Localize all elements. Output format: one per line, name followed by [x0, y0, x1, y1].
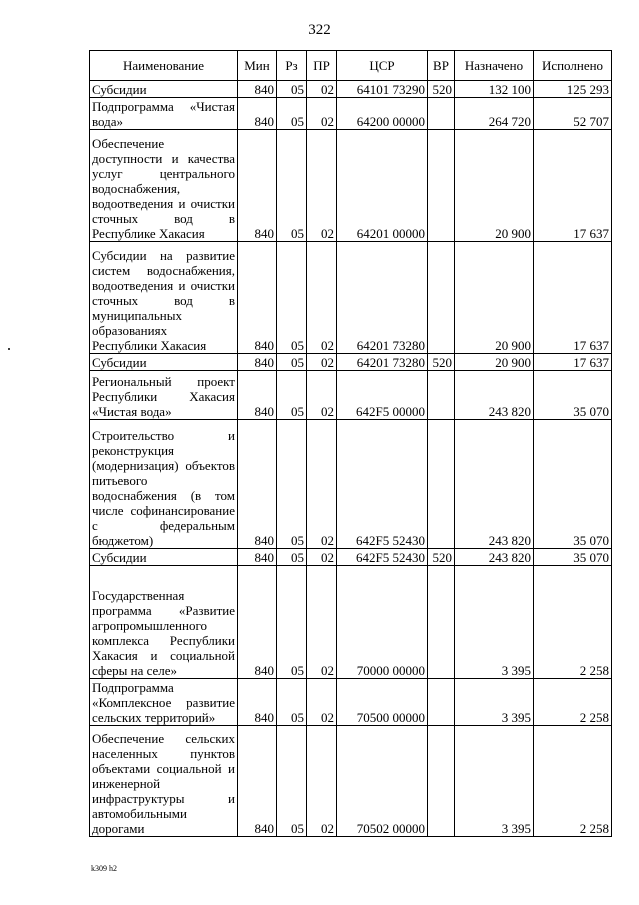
footer-code: k309 h2 — [91, 864, 117, 873]
scan-speck — [8, 348, 10, 350]
cell-executed: 17 637 — [534, 130, 612, 242]
cell-rz: 05 — [277, 420, 307, 549]
cell-pr: 02 — [307, 726, 337, 837]
cell-assigned: 20 900 — [455, 354, 534, 371]
table-row — [90, 566, 612, 679]
cell-csr: 642F5 00000 — [337, 371, 428, 420]
col-header-pr: ПР — [307, 51, 337, 81]
cell-pr: 02 — [307, 130, 337, 242]
cell-name: Субсидии — [90, 81, 238, 98]
cell-name: Подпрограмма «Чистая вода» — [90, 98, 238, 130]
cell-vr — [428, 98, 455, 130]
table-row — [90, 81, 612, 98]
cell-pr: 02 — [307, 242, 337, 354]
cell-rz: 05 — [277, 371, 307, 420]
cell-rz: 05 — [277, 566, 307, 679]
cell-min: 840 — [238, 549, 277, 566]
cell-pr: 02 — [307, 549, 337, 566]
table-row — [90, 549, 612, 566]
cell-min: 840 — [238, 371, 277, 420]
cell-executed: 35 070 — [534, 549, 612, 566]
table-row — [90, 420, 612, 549]
cell-min: 840 — [238, 566, 277, 679]
cell-executed: 2 258 — [534, 566, 612, 679]
cell-rz: 05 — [277, 726, 307, 837]
cell-vr — [428, 420, 455, 549]
cell-vr — [428, 242, 455, 354]
cell-csr: 642F5 52430 — [337, 420, 428, 549]
cell-rz: 05 — [277, 679, 307, 726]
cell-pr: 02 — [307, 81, 337, 98]
cell-assigned: 20 900 — [455, 242, 534, 354]
page-number: 322 — [308, 22, 331, 38]
cell-assigned: 243 820 — [455, 549, 534, 566]
cell-assigned: 132 100 — [455, 81, 534, 98]
cell-csr: 64201 00000 — [337, 130, 428, 242]
budget-table — [89, 50, 612, 837]
cell-pr: 02 — [307, 679, 337, 726]
cell-csr: 64200 00000 — [337, 98, 428, 130]
table-row — [90, 130, 612, 242]
cell-vr — [428, 371, 455, 420]
col-header-rz: Рз — [277, 51, 307, 81]
cell-min: 840 — [238, 130, 277, 242]
table-row — [90, 242, 612, 354]
cell-assigned: 3 395 — [455, 679, 534, 726]
cell-csr: 70500 00000 — [337, 679, 428, 726]
cell-name: Обеспечение доступности и качества услуг центрального водоснабжения, водоотведения и очистки сточных вод в Республике Хакасия — [90, 130, 238, 242]
cell-min: 840 — [238, 679, 277, 726]
col-header-name: Наименование — [90, 51, 238, 81]
cell-pr: 02 — [307, 354, 337, 371]
cell-csr: 64201 73280 — [337, 354, 428, 371]
cell-name: Государственная программа «Развитие агропромышленного комплекса Республики Хакасия и социальной сферы на селе» — [90, 566, 238, 679]
cell-csr: 70502 00000 — [337, 726, 428, 837]
cell-min: 840 — [238, 242, 277, 354]
cell-vr — [428, 679, 455, 726]
cell-min: 840 — [238, 354, 277, 371]
cell-executed: 17 637 — [534, 242, 612, 354]
cell-name: Субсидии — [90, 354, 238, 371]
header-row — [90, 51, 612, 81]
table-row — [90, 354, 612, 371]
cell-vr — [428, 726, 455, 837]
cell-pr: 02 — [307, 371, 337, 420]
cell-executed: 52 707 — [534, 98, 612, 130]
cell-vr: 520 — [428, 354, 455, 371]
cell-name: Субсидии на развитие систем водоснабжения, водоотведения и очистки сточных вод в муниципальных образованиях Республики Хакасия — [90, 242, 238, 354]
cell-rz: 05 — [277, 354, 307, 371]
cell-vr: 520 — [428, 549, 455, 566]
cell-name: Обеспечение сельских населенных пунктов объектами социальной и инженерной инфраструктуры и автомобильными дорогами — [90, 726, 238, 837]
cell-executed: 35 070 — [534, 371, 612, 420]
cell-csr: 642F5 52430 — [337, 549, 428, 566]
cell-assigned: 3 395 — [455, 566, 534, 679]
cell-executed: 17 637 — [534, 354, 612, 371]
table-row — [90, 726, 612, 837]
cell-rz: 05 — [277, 549, 307, 566]
col-header-assigned: Назначено — [455, 51, 534, 81]
cell-vr: 520 — [428, 81, 455, 98]
cell-rz: 05 — [277, 81, 307, 98]
cell-executed: 2 258 — [534, 679, 612, 726]
cell-pr: 02 — [307, 566, 337, 679]
cell-assigned: 20 900 — [455, 130, 534, 242]
table-row — [90, 679, 612, 726]
cell-name: Субсидии — [90, 549, 238, 566]
col-header-vr: ВР — [428, 51, 455, 81]
cell-assigned: 243 820 — [455, 420, 534, 549]
cell-min: 840 — [238, 98, 277, 130]
cell-pr: 02 — [307, 420, 337, 549]
cell-csr: 64101 73290 — [337, 81, 428, 98]
cell-rz: 05 — [277, 242, 307, 354]
col-header-csr: ЦСР — [337, 51, 428, 81]
cell-min: 840 — [238, 420, 277, 549]
cell-name: Региональный проект Республики Хакасия «Чистая вода» — [90, 371, 238, 420]
col-header-min: Мин — [238, 51, 277, 81]
table-row — [90, 98, 612, 130]
cell-csr: 70000 00000 — [337, 566, 428, 679]
cell-executed: 2 258 — [534, 726, 612, 837]
cell-executed: 35 070 — [534, 420, 612, 549]
cell-name: Подпрограмма «Комплексное развитие сельских территорий» — [90, 679, 238, 726]
cell-csr: 64201 73280 — [337, 242, 428, 354]
cell-pr: 02 — [307, 98, 337, 130]
cell-min: 840 — [238, 81, 277, 98]
cell-executed: 125 293 — [534, 81, 612, 98]
cell-assigned: 243 820 — [455, 371, 534, 420]
cell-vr — [428, 130, 455, 242]
cell-assigned: 3 395 — [455, 726, 534, 837]
cell-rz: 05 — [277, 130, 307, 242]
cell-assigned: 264 720 — [455, 98, 534, 130]
table-row — [90, 371, 612, 420]
col-header-executed: Исполнено — [534, 51, 612, 81]
cell-min: 840 — [238, 726, 277, 837]
cell-rz: 05 — [277, 98, 307, 130]
cell-name: Строительство и реконструкция (модернизация) объектов питьевого водоснабжения (в том числе софинансирование с федеральным бюджетом) — [90, 420, 238, 549]
cell-vr — [428, 566, 455, 679]
